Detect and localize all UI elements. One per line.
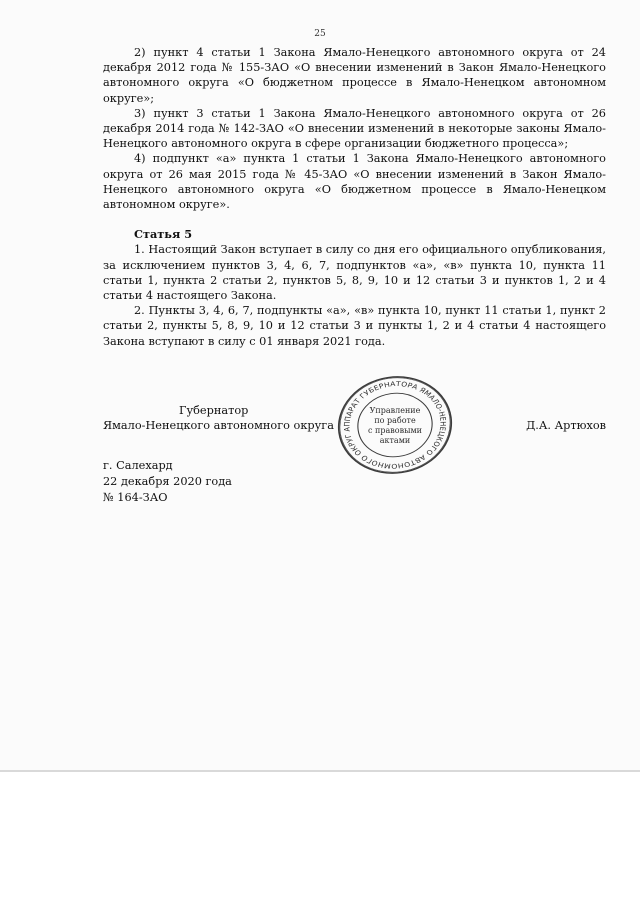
article-title: Статья 5 bbox=[134, 227, 193, 242]
governor-region: Ямало-Ненецкого автономного округа bbox=[103, 419, 334, 432]
article-item-1: 1. Настоящий Закон вступает в силу со дня его официального опубликования, за исключением пунктов 3, 4, 6, 7, подпунктов «а», «в» пункта 10, пункта 11 статьи 1, пункта 2 статьи 2, пунктов 5, 8, 9, 10 и 12 статьи 3 и пунктов 1, 2 и 4 статьи 4 настоящего Закона. bbox=[103, 243, 606, 303]
place-of-signing: г. Салехард bbox=[103, 459, 173, 472]
seal-line-4: актами bbox=[379, 436, 411, 445]
official-seal-stamp bbox=[330, 375, 460, 475]
seal-line-3: с правовыми bbox=[368, 426, 422, 435]
page-number: 25 bbox=[314, 29, 326, 39]
seal-ring-text: АППАРАТ ГУБЕРНАТОРА ЯМАЛО-НЕНЕЦКОГО АВТОНОМНОГО ОКРУГА bbox=[341, 379, 449, 471]
page-bottom-edge bbox=[0, 770, 640, 772]
paragraph-item-2: 2) пункт 4 статьи 1 Закона Ямало-Ненецкого автономного округа от 24 декабря 2012 года № 155-ЗАО «О внесении изменений в Закон Ямало-Ненецкого автономного округа «О бюджетном процессе в Ямало-Ненецком автономном округе»; bbox=[103, 46, 606, 105]
governor-title: Губернатор bbox=[179, 404, 249, 417]
place-date-block bbox=[103, 458, 232, 506]
seal-line-1: Управление bbox=[369, 406, 421, 415]
article-item-2: 2. Пункты 3, 4, 6, 7, подпункты «а», «в» пункта 10, пункт 11 статьи 1, пункт 2 статьи 2, пункты 5, 8, 9, 10 и 12 статьи 3 и пункты 1, 2 и 4 статьи 4 настоящего Закона вступают в силу с 01 января 2021 года. bbox=[103, 304, 606, 348]
signing-date: 22 декабря 2020 года bbox=[103, 475, 232, 488]
paragraph-item-3: 3) пункт 3 статьи 1 Закона Ямало-Ненецкого автономного округа от 26 декабря 2014 года № 142-ЗАО «О внесении изменений в некоторые законы Ямало-Ненецкого автономного округа в сфере организации бюджетного процесса»; bbox=[103, 106, 606, 151]
governor-name: Д.А. Артюхов bbox=[526, 419, 606, 432]
seal-line-2: по работе bbox=[374, 416, 416, 425]
law-number: № 164-ЗАО bbox=[103, 491, 168, 504]
document-body bbox=[103, 45, 606, 349]
paragraph-item-4: 4) подпункт «а» пункта 1 статьи 1 Закона Ямало-Ненецкого автономного округа от 26 мая 2015 года № 45-ЗАО «О внесении изменений в Закон Ямало-Ненецкого автономного округа «О бюджетном процессе в Ямало-Ненецком автономном округе». bbox=[103, 152, 606, 212]
